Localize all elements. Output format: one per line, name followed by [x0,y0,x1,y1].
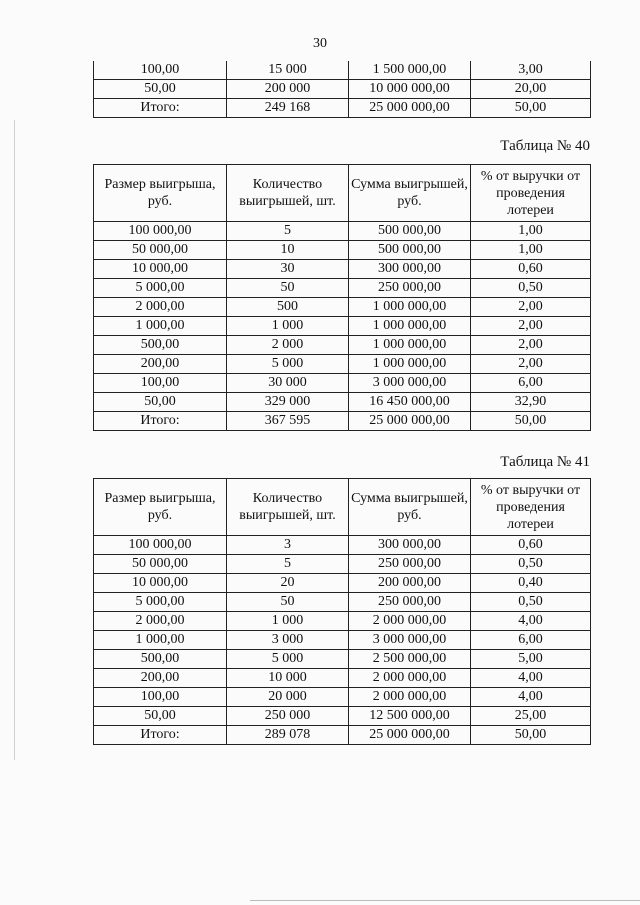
table-40-caption: Таблица № 40 [500,138,590,154]
table-cell: 2 000 000,00 [349,669,471,688]
table-cell: 25 000 000,00 [349,412,471,431]
table-cell: 2 000 [227,336,349,355]
table-header-row [94,165,591,222]
table-row [94,99,591,118]
table-row [94,726,591,745]
table-cell: 100,00 [94,374,227,393]
table-cell: 25 000 000,00 [349,99,471,118]
table-cell: 50,00 [471,99,591,118]
table-row [94,298,591,317]
table-cell: 500 000,00 [349,241,471,260]
table-row [94,260,591,279]
table-row [94,355,591,374]
table-cell: 5 [227,222,349,241]
table-cell: 50,00 [94,393,227,412]
table-cell: 1 000,00 [94,317,227,336]
table-row [94,317,591,336]
page-number: 30 [313,36,327,51]
table-cell: 2,00 [471,336,591,355]
table-row [94,336,591,355]
table-cell: 249 168 [227,99,349,118]
table-cell: 25,00 [471,707,591,726]
table-cell: 10 000,00 [94,260,227,279]
table-cell: 500,00 [94,336,227,355]
table-cell: 1,00 [471,222,591,241]
table-cell: 12 500 000,00 [349,707,471,726]
table-cell: 1 000 000,00 [349,336,471,355]
table-cell: 1 000 [227,317,349,336]
table-continuation [93,61,591,118]
table-cell: 3 000 000,00 [349,374,471,393]
table-cell: 1 500 000,00 [349,61,471,80]
table-cell: 300 000,00 [349,260,471,279]
table-cell: Итого: [94,726,227,745]
table-cell: 0,50 [471,279,591,298]
table-cell: 30 [227,260,349,279]
column-header: Сумма выигрышей, руб. [349,165,471,222]
table-cell: 15 000 [227,61,349,80]
page-edge-shadow [14,120,15,760]
table-cell: 16 450 000,00 [349,393,471,412]
table-cell: 5 000 [227,650,349,669]
table-cell: 2,00 [471,355,591,374]
table-header-row [94,479,591,536]
column-header: Размер выигрыша, руб. [94,479,227,536]
table-cell: 1 000 000,00 [349,298,471,317]
table-row [94,241,591,260]
table-cell: 250 000,00 [349,555,471,574]
table-row [94,707,591,726]
table-cell: 10 [227,241,349,260]
table-cell: 30 000 [227,374,349,393]
table-cell: 100 000,00 [94,222,227,241]
table-row [94,279,591,298]
table-cell: 289 078 [227,726,349,745]
table-cell: Итого: [94,99,227,118]
table-40 [93,164,591,431]
table-row [94,688,591,707]
table-cell: 1 000,00 [94,631,227,650]
table-cell: 10 000 [227,669,349,688]
table-cell: 50,00 [471,412,591,431]
table-cell: 2 000 000,00 [349,688,471,707]
table-cell: Итого: [94,412,227,431]
table-cell: 1 000 000,00 [349,317,471,336]
table-cell: 1 000 000,00 [349,355,471,374]
table-row [94,669,591,688]
table-cell: 4,00 [471,669,591,688]
column-header: Размер выигрыша, руб. [94,165,227,222]
table-row [94,80,591,99]
table-cell: 0,50 [471,593,591,612]
table-cell: 50 [227,593,349,612]
table-cell: 32,90 [471,393,591,412]
table-cell: 2,00 [471,317,591,336]
table-cell: 10 000,00 [94,574,227,593]
column-header: Количество выигрышей, шт. [227,479,349,536]
table-row [94,593,591,612]
table-cell: 5 000 [227,355,349,374]
page-bottom-edge [250,900,640,901]
table-cell: 100,00 [94,688,227,707]
table-cell: 0,60 [471,260,591,279]
table-cell: 50,00 [94,707,227,726]
table-cell: 100,00 [94,61,227,80]
table-cell: 3 [227,536,349,555]
table-cell: 2 000,00 [94,612,227,631]
table-cell: 0,50 [471,555,591,574]
table-cell: 300 000,00 [349,536,471,555]
table-cell: 20,00 [471,80,591,99]
table-row [94,393,591,412]
table-cell: 2 000,00 [94,298,227,317]
table-cell: 50,00 [94,80,227,99]
table-41 [93,478,591,745]
table-row [94,222,591,241]
table-row [94,650,591,669]
table-cell: 100 000,00 [94,536,227,555]
table-row [94,612,591,631]
table-row [94,536,591,555]
table-cell: 5 000,00 [94,593,227,612]
table-cell: 50 [227,279,349,298]
table-cell: 2 500 000,00 [349,650,471,669]
table-cell: 50 000,00 [94,555,227,574]
table-cell: 4,00 [471,688,591,707]
table-cell: 367 595 [227,412,349,431]
table-cell: 3 000 000,00 [349,631,471,650]
table-cell: 6,00 [471,631,591,650]
table-cell: 5 [227,555,349,574]
table-cell: 500 [227,298,349,317]
table-cell: 200 000,00 [349,574,471,593]
table-cell: 2,00 [471,298,591,317]
table-cell: 20 [227,574,349,593]
table-row [94,374,591,393]
table-cell: 250 000,00 [349,593,471,612]
column-header: % от выручки от проведения лотереи [471,165,591,222]
table-cell: 10 000 000,00 [349,80,471,99]
table-cell: 250 000 [227,707,349,726]
table-cell: 50 000,00 [94,241,227,260]
table-cell: 0,60 [471,536,591,555]
table-cell: 1 000 [227,612,349,631]
column-header: % от выручки от проведения лотереи [471,479,591,536]
table-cell: 5,00 [471,650,591,669]
table-cell: 250 000,00 [349,279,471,298]
table-cell: 20 000 [227,688,349,707]
table-cell: 2 000 000,00 [349,612,471,631]
table-cell: 500 000,00 [349,222,471,241]
table-cell: 6,00 [471,374,591,393]
table-cell: 200 000 [227,80,349,99]
table-row [94,555,591,574]
table-row [94,412,591,431]
column-header: Сумма выигрышей, руб. [349,479,471,536]
table-cell: 0,40 [471,574,591,593]
table-row [94,574,591,593]
table-cell: 500,00 [94,650,227,669]
table-cell: 1,00 [471,241,591,260]
table-cell: 3,00 [471,61,591,80]
table-row [94,61,591,80]
table-cell: 25 000 000,00 [349,726,471,745]
table-cell: 200,00 [94,669,227,688]
table-cell: 4,00 [471,612,591,631]
table-cell: 200,00 [94,355,227,374]
table-cell: 50,00 [471,726,591,745]
table-cell: 3 000 [227,631,349,650]
table-row [94,631,591,650]
table-cell: 5 000,00 [94,279,227,298]
table-41-caption: Таблица № 41 [500,454,590,470]
table-cell: 329 000 [227,393,349,412]
column-header: Количество выигрышей, шт. [227,165,349,222]
